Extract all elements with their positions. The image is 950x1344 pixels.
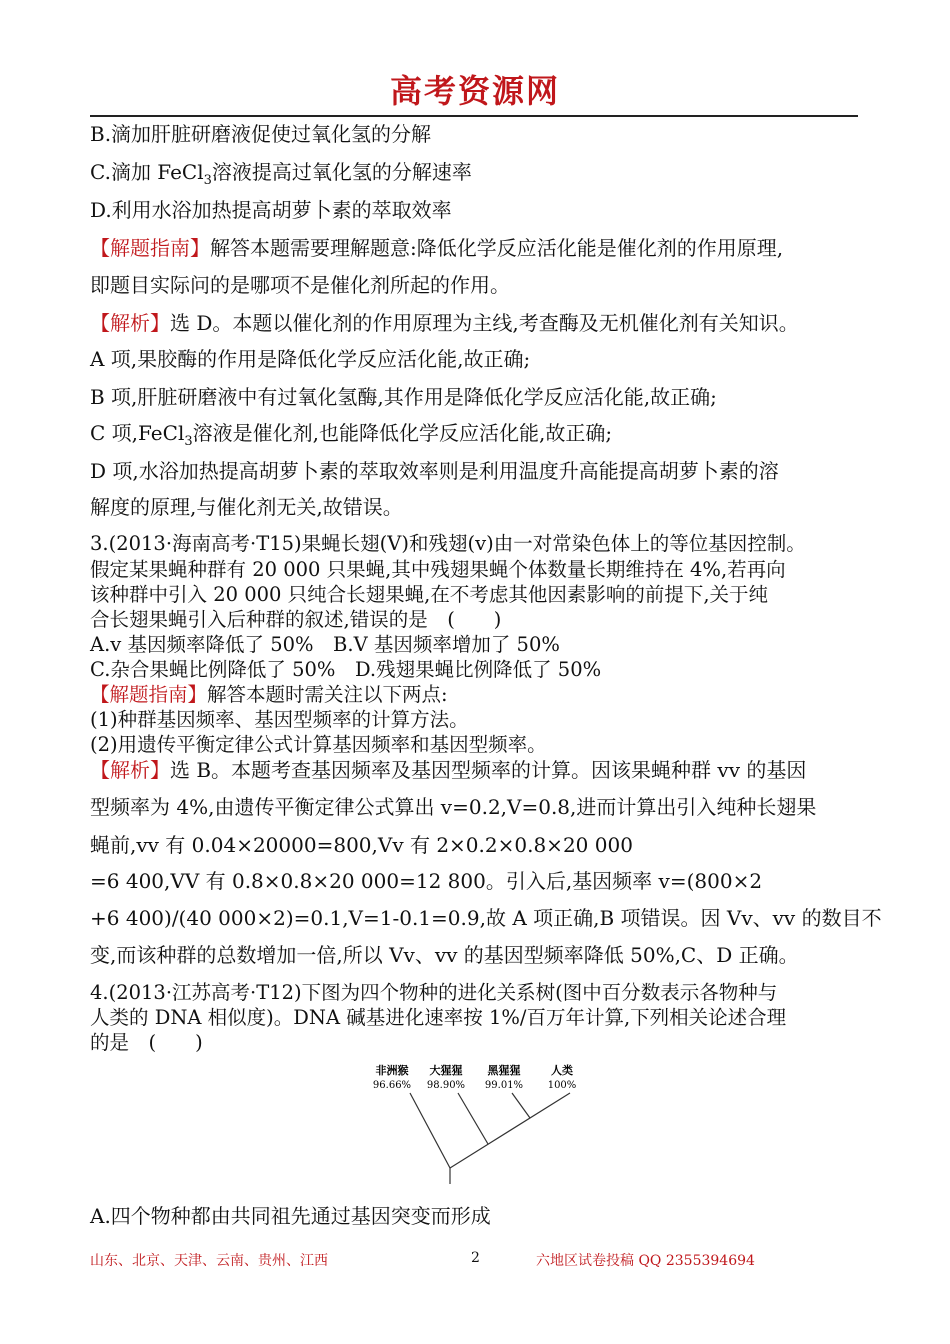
q3-stem-1: 3.(2013·海南高考·T15)果蝇长翅(V)和残翅(v)由一对常染色体上的等位基因控制。 [90, 532, 806, 555]
species-label-human: 人类 [551, 1064, 573, 1077]
q3-stem-4: 合长翅果蝇引入后种群的叙述,错误的是 ( ) [90, 608, 502, 631]
species-label-african-monkey: 非洲猴 [375, 1064, 409, 1077]
species-pct-chimpanzee: 99.01% [484, 1080, 524, 1091]
q3-analysis-2: 型频率为 4%,由遗传平衡定律公式算出 v=0.2,V=0.8,进而计算出引入纯种长翅果 [90, 795, 817, 819]
q2-analysis-d-2: 解度的原理,与催化剂无关,故错误。 [90, 495, 403, 519]
q3-guide-point-1: (1)种群基因频率、基因型频率的计算方法。 [90, 708, 469, 731]
analysis-tag: 【解析】 [90, 311, 170, 335]
footer-regions: 山东、北京、天津、云南、贵州、江西 [90, 1253, 328, 1269]
q4-option-a: A.四个物种都由共同祖先通过基因突变而形成 [90, 1204, 491, 1228]
branch-chimpanzee [512, 1093, 530, 1118]
q3-options-ab: A.v 基因频率降低了 50% B.V 基因频率增加了 50% [90, 633, 560, 656]
q4-stem-3: 的是 ( ) [90, 1031, 203, 1054]
q3-analysis-3: 蝇前,vv 有 0.04×20000=800,Vv 有 2×0.2×0.8×20 000 [90, 833, 633, 857]
q3-analysis-1: 【解析】选 B。本题考查基因频率及基因型频率的计算。因该果蝇种群 vv 的基因 [90, 758, 807, 782]
guide-tag: 【解题指南】 [90, 683, 208, 706]
q2-analysis-d-1: D 项,水浴加热提高胡萝卜素的萃取效率则是利用温度升高能提高胡萝卜素的溶 [90, 459, 779, 483]
species-pct-african-monkey: 96.66% [372, 1080, 412, 1091]
analysis-tag: 【解析】 [90, 758, 170, 782]
q4-stem-2: 人类的 DNA 相似度)。DNA 碱基进化速率按 1%/百万年计算,下列相关论述合理 [90, 1006, 787, 1029]
q2-analysis-a: A 项,果胶酶的作用是降低化学反应活化能,故正确; [90, 347, 531, 371]
q2-option-b: B.滴加肝脏研磨液促使过氧化氢的分解 [90, 122, 432, 146]
q2-analysis-b: B 项,肝脏研磨液中有过氧化氢酶,其作用是降低化学反应活化能,故正确; [90, 385, 717, 409]
q3-analysis-5: +6 400)/(40 000×2)=0.1,V=1-0.1=0.9,故 A 项正确,B 项错误。因 Vv、vv 的数目不 [90, 906, 882, 930]
q3-options-cd: C.杂合果蝇比例降低了 50% D.残翅果蝇比例降低了 50% [90, 658, 602, 681]
q3-stem-2: 假定某果蝇种群有 20 000 只果蝇,其中残翅果蝇个体数量长期维持在 4%,若再向 [90, 558, 786, 581]
evolution-tree-diagram [362, 1060, 602, 1190]
q2-analysis-line: 【解析】选 D。本题以催化剂的作用原理为主线,考查酶及无机催化剂有关知识。 [90, 311, 799, 335]
q3-stem-3: 该种群中引入 20 000 只纯合长翅果蝇,在不考虑其他因素影响的前提下,关于纯 [90, 583, 769, 606]
q2-guide-line-2: 即题目实际问的是哪项不是催化剂所起的作用。 [90, 273, 510, 297]
branch-gorilla [458, 1093, 488, 1144]
q3-analysis-4: =6 400,VV 有 0.8×0.8×20 000=12 800。引入后,基因频率 v=(800×2 [90, 869, 763, 893]
branch-african-monkey [410, 1093, 450, 1168]
species-label-chimpanzee: 黑猩猩 [487, 1064, 521, 1077]
q2-analysis-c: C 项,FeCl$_3$溶液是催化剂,也能降低化学反应活化能,故正确; [90, 421, 613, 449]
q4-stem-1: 4.(2013·江苏高考·T12)下图为四个物种的进化关系树(图中百分数表示各物种与 [90, 981, 778, 1004]
q2-option-c: C.滴加 FeCl$_3$溶液提高过氧化氢的分解速率 [90, 160, 472, 188]
site-title: 高考资源网 [389, 72, 560, 110]
page-number: 2 [471, 1250, 480, 1266]
q3-guide: 【解题指南】解答本题时需关注以下两点: [90, 683, 448, 706]
guide-tag: 【解题指南】 [90, 236, 210, 260]
q3-analysis-6: 变,而该种群的总数增加一倍,所以 Vv、vv 的基因型频率降低 50%,C、D 正确。 [90, 943, 799, 967]
footer-contact: 六地区试卷投稿 QQ 2355394694 [536, 1253, 755, 1269]
species-label-gorilla: 大猩猩 [429, 1064, 463, 1077]
q2-guide-line-1: 【解题指南】解答本题需要理解题意:降低化学反应活化能是催化剂的作用原理, [90, 236, 784, 260]
q3-guide-point-2: (2)用遗传平衡定律公式计算基因频率和基因型频率。 [90, 733, 547, 756]
q2-option-d: D.利用水浴加热提高胡萝卜素的萃取效率 [90, 198, 452, 222]
species-pct-gorilla: 98.90% [426, 1080, 466, 1091]
species-pct-human: 100% [547, 1080, 577, 1091]
branch-human [450, 1093, 570, 1168]
header-rule [90, 115, 858, 117]
